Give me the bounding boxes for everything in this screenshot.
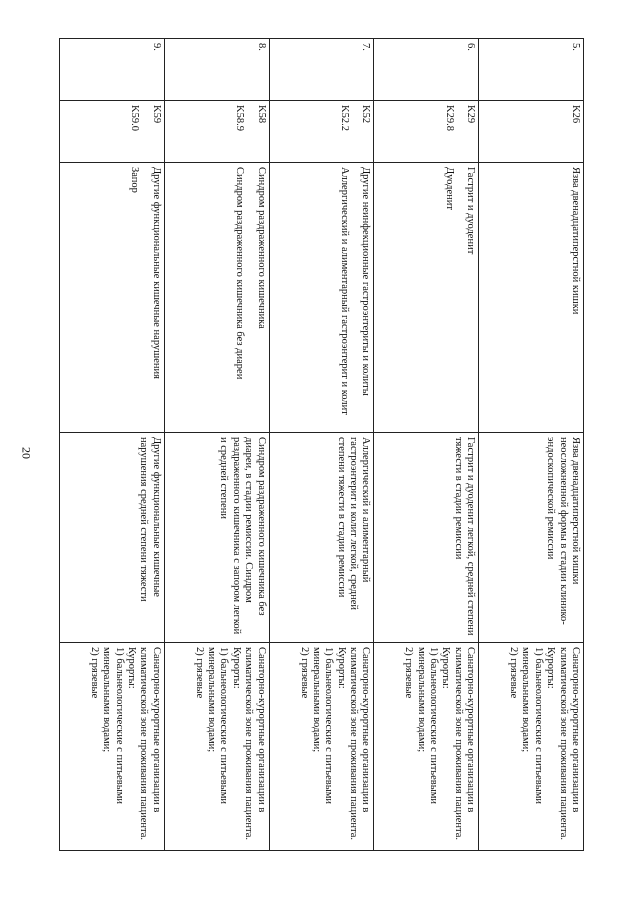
row-number: 7. [269, 39, 374, 101]
name-sub: Запор [129, 167, 141, 193]
rec-line: Санаторно-курортные организации в климатической зоне проживания пациента. [138, 647, 162, 840]
code-main: K59 [150, 105, 162, 124]
rec-line: 2) грязевые [193, 647, 205, 699]
rec-line: Курорты: [545, 647, 557, 689]
recommendation [479, 643, 584, 851]
name-sub: Аллергический и алиментарный гастроэнтерит и колит [339, 167, 351, 415]
row-number: 8. [164, 39, 269, 101]
rec-line: 1) бальнеологические с питьевыми минеральными водами; [101, 647, 125, 805]
rec-line: Санаторно-курортные организации в климатической зоне проживания пациента. [243, 647, 267, 840]
row-number: 6. [374, 39, 479, 101]
icd-code [164, 101, 269, 163]
disease-name [60, 163, 165, 433]
code-main: K29 [465, 105, 477, 124]
row-number: 5. [479, 39, 584, 101]
rec-line: 2) грязевые [298, 647, 310, 699]
name-main: Язва двенадцатиперстной кишки [570, 167, 581, 315]
name-sub: Синдром раздраженного кишечника без диареи [234, 167, 246, 380]
disease-form: Синдром раздраженного кишечника без диареи, в стадии ремиссии. Синдром раздраженного кишечника с запором легкой и средней степени [164, 433, 269, 643]
table-row [479, 39, 584, 851]
name-main: Другие неинфекционные гастроэнтериты и колиты [360, 167, 372, 396]
disease-name [269, 163, 374, 433]
name-main: Гастрит и дуоденит [465, 167, 477, 255]
rec-line: 2) грязевые [403, 647, 415, 699]
rec-line: Курорты: [230, 647, 242, 689]
rotated-table-wrapper [59, 38, 584, 850]
rec-line: 1) бальнеологические с питьевыми минеральными водами; [310, 647, 335, 805]
name-sub: Дуоденит [443, 167, 455, 210]
icd-code [60, 101, 165, 163]
disease-form: Язва двенадцатиперстной кишки неосложненной формы в стадии клинико-эндоскопической ремиссии [479, 433, 584, 643]
table-row [374, 39, 479, 851]
rec-line: 2) грязевые [508, 647, 520, 699]
page-number: 20 [19, 447, 34, 459]
icd-code [479, 101, 584, 163]
disease-form: Другие функциональные кишечные нарушения средней степени тяжести [60, 433, 165, 643]
rec-line: 2) грязевые [88, 647, 100, 699]
row-number: 9. [60, 39, 165, 101]
rec-line: Санаторно-курортные организации в климатической зоне проживания пациента. [452, 647, 477, 840]
code-sub: K52.2 [339, 105, 351, 131]
rec-line: Курорты: [335, 647, 347, 689]
code-main: K26 [570, 105, 581, 124]
icd-code [374, 101, 479, 163]
resort-indications-table [59, 38, 584, 851]
code-sub: K29.8 [443, 105, 455, 131]
rec-line: Санаторно-курортные организации в климатической зоне проживания пациента. [557, 647, 581, 840]
rec-line: 1) бальнеологические с питьевыми минеральными водами; [415, 647, 440, 805]
name-main: Другие функциональные кишечные нарушения [150, 167, 162, 379]
table-row [164, 39, 269, 851]
disease-name [479, 163, 584, 433]
table-row [60, 39, 165, 851]
recommendation [269, 643, 374, 851]
code-main: K58 [255, 105, 267, 124]
code-sub: K59.0 [129, 105, 141, 131]
recommendation [164, 643, 269, 851]
table-row [269, 39, 374, 851]
code-main: K52 [360, 105, 372, 124]
rec-line: Курорты: [440, 647, 452, 689]
disease-form: Гастрит и дуоденит легкой, средней степени тяжести в стадии ремиссии [374, 433, 479, 643]
recommendation [60, 643, 165, 851]
disease-form: Аллергический и алиментарный гастроэнтерит и колит легкой, средней степени тяжести в стадии ремиссии [269, 433, 374, 643]
name-main: Синдром раздраженного кишечника [255, 167, 267, 329]
rec-line: Курорты: [126, 647, 138, 689]
rec-line: 1) бальнеологические с питьевыми минеральными водами; [520, 647, 544, 805]
disease-name [374, 163, 479, 433]
code-sub: K58.9 [234, 105, 246, 131]
rec-line: 1) бальнеологические с питьевыми минеральными водами; [206, 647, 230, 805]
disease-name [164, 163, 269, 433]
recommendation [374, 643, 479, 851]
icd-code [269, 101, 374, 163]
rec-line: Санаторно-курортные организации в климатической зоне проживания пациента. [348, 647, 372, 840]
